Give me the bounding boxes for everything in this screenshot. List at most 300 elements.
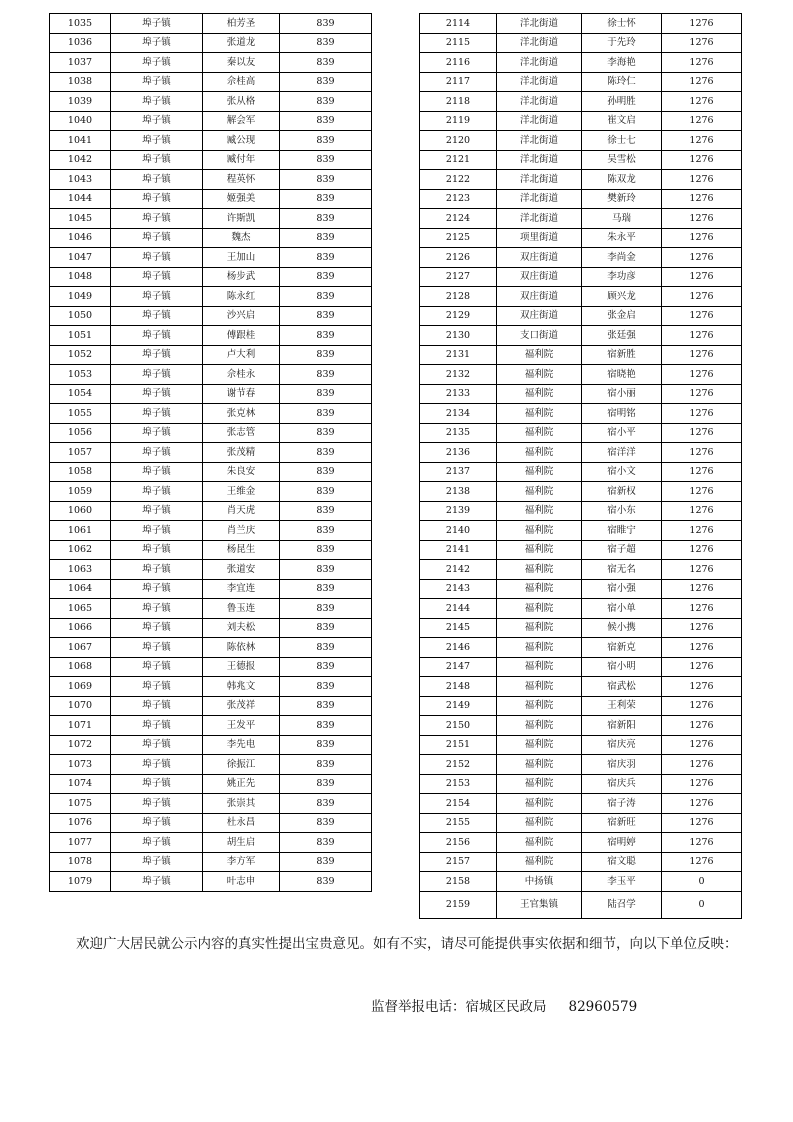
amount-cell: 839 [280, 111, 372, 131]
unit-cell: 福利院 [497, 365, 582, 385]
row-number-cell: 1044 [50, 189, 111, 209]
unit-cell: 福利院 [497, 852, 582, 872]
row-number-cell: 2121 [420, 150, 497, 170]
row-number-cell: 2129 [420, 306, 497, 326]
unit-cell: 洋北街道 [497, 92, 582, 112]
unit-cell: 洋北街道 [497, 209, 582, 229]
name-cell: 肖天虎 [203, 501, 280, 521]
name-cell: 宿新阳 [582, 716, 662, 736]
unit-cell: 福利院 [497, 521, 582, 541]
name-cell: 宿小丽 [582, 384, 662, 404]
unit-cell: 福利院 [497, 716, 582, 736]
name-cell: 张茂祥 [203, 696, 280, 716]
name-cell: 徐士七 [582, 131, 662, 151]
table-row [50, 72, 372, 92]
amount-cell: 1276 [662, 33, 742, 53]
table-row [50, 462, 372, 482]
hotline-label: 监督举报电话：宿城区民政局 [371, 999, 547, 1015]
unit-cell: 埠子镇 [111, 521, 203, 541]
unit-cell: 福利院 [497, 618, 582, 638]
unit-cell: 支口街道 [497, 326, 582, 346]
name-cell: 陈双龙 [582, 170, 662, 190]
unit-cell: 福利院 [497, 735, 582, 755]
name-cell: 宿新胜 [582, 345, 662, 365]
amount-cell: 839 [280, 872, 372, 892]
row-number-cell: 2124 [420, 209, 497, 229]
unit-cell: 福利院 [497, 833, 582, 853]
row-number-cell: 2131 [420, 345, 497, 365]
unit-cell: 福利院 [497, 560, 582, 580]
row-number-cell: 1048 [50, 267, 111, 287]
amount-cell: 1276 [662, 131, 742, 151]
amount-cell: 1276 [662, 579, 742, 599]
row-number-cell: 2141 [420, 540, 497, 560]
row-number-cell: 2153 [420, 774, 497, 794]
name-cell: 马瑞 [582, 209, 662, 229]
amount-cell: 839 [280, 774, 372, 794]
row-number-cell: 1046 [50, 228, 111, 248]
table-row [420, 813, 742, 833]
amount-cell: 839 [280, 462, 372, 482]
amount-cell: 839 [280, 482, 372, 502]
amount-cell: 839 [280, 423, 372, 443]
unit-cell: 福利院 [497, 423, 582, 443]
table-row [50, 189, 372, 209]
name-cell: 徐振江 [203, 755, 280, 775]
row-number-cell: 1049 [50, 287, 111, 307]
amount-cell: 1276 [662, 638, 742, 658]
name-cell: 王维金 [203, 482, 280, 502]
name-cell: 宿明婷 [582, 833, 662, 853]
name-cell: 宿明铭 [582, 404, 662, 424]
row-number-cell: 2132 [420, 365, 497, 385]
table-row [420, 560, 742, 580]
left-roster-body [50, 14, 372, 892]
row-number-cell: 2135 [420, 423, 497, 443]
unit-cell: 福利院 [497, 482, 582, 502]
row-number-cell: 1074 [50, 774, 111, 794]
unit-cell: 埠子镇 [111, 306, 203, 326]
unit-cell: 埠子镇 [111, 365, 203, 385]
table-row [420, 618, 742, 638]
amount-cell: 839 [280, 33, 372, 53]
table-row [50, 267, 372, 287]
name-cell: 臧付年 [203, 150, 280, 170]
table-row [420, 131, 742, 151]
table-row [50, 287, 372, 307]
unit-cell: 双庄街道 [497, 306, 582, 326]
table-row [50, 677, 372, 697]
name-cell: 张廷强 [582, 326, 662, 346]
row-number-cell: 2159 [420, 891, 497, 918]
amount-cell: 1276 [662, 696, 742, 716]
amount-cell: 1276 [662, 852, 742, 872]
amount-cell: 839 [280, 267, 372, 287]
unit-cell: 洋北街道 [497, 33, 582, 53]
amount-cell: 839 [280, 306, 372, 326]
name-cell: 杨昆生 [203, 540, 280, 560]
name-cell: 宿小强 [582, 579, 662, 599]
table-row [50, 345, 372, 365]
amount-cell: 839 [280, 579, 372, 599]
unit-cell: 埠子镇 [111, 228, 203, 248]
table-row [50, 501, 372, 521]
supervision-hotline [371, 995, 637, 1015]
unit-cell: 埠子镇 [111, 92, 203, 112]
unit-cell: 埠子镇 [111, 774, 203, 794]
name-cell: 陈依林 [203, 638, 280, 658]
row-number-cell: 1070 [50, 696, 111, 716]
name-cell: 叶志申 [203, 872, 280, 892]
table-row [420, 228, 742, 248]
name-cell: 孙明胜 [582, 92, 662, 112]
amount-cell: 839 [280, 540, 372, 560]
table-row [50, 696, 372, 716]
left-roster-table [49, 13, 372, 892]
right-roster-table [419, 13, 742, 919]
name-cell: 刘夫松 [203, 618, 280, 638]
row-number-cell: 2140 [420, 521, 497, 541]
name-cell: 沙兴启 [203, 306, 280, 326]
table-row [420, 267, 742, 287]
unit-cell: 埠子镇 [111, 696, 203, 716]
name-cell: 张茂精 [203, 443, 280, 463]
name-cell: 张金启 [582, 306, 662, 326]
amount-cell: 839 [280, 248, 372, 268]
name-cell: 姚正先 [203, 774, 280, 794]
amount-cell: 1276 [662, 599, 742, 619]
table-row [50, 833, 372, 853]
amount-cell: 1276 [662, 794, 742, 814]
row-number-cell: 1056 [50, 423, 111, 443]
row-number-cell: 2127 [420, 267, 497, 287]
table-row [420, 92, 742, 112]
name-cell: 王利荣 [582, 696, 662, 716]
amount-cell: 1276 [662, 287, 742, 307]
unit-cell: 洋北街道 [497, 53, 582, 73]
name-cell: 朱永平 [582, 228, 662, 248]
table-row [420, 833, 742, 853]
unit-cell: 福利院 [497, 404, 582, 424]
table-row [50, 365, 372, 385]
row-number-cell: 2117 [420, 72, 497, 92]
name-cell: 宿新权 [582, 482, 662, 502]
name-cell: 陈永红 [203, 287, 280, 307]
table-row [420, 423, 742, 443]
row-number-cell: 2133 [420, 384, 497, 404]
table-row [50, 872, 372, 892]
table-row [420, 345, 742, 365]
unit-cell: 福利院 [497, 696, 582, 716]
table-row [50, 131, 372, 151]
table-row [420, 716, 742, 736]
amount-cell: 839 [280, 404, 372, 424]
name-cell: 许斯凯 [203, 209, 280, 229]
name-cell: 宿睢宁 [582, 521, 662, 541]
table-row [420, 677, 742, 697]
name-cell: 杜永昌 [203, 813, 280, 833]
row-number-cell: 2122 [420, 170, 497, 190]
row-number-cell: 2148 [420, 677, 497, 697]
unit-cell: 福利院 [497, 384, 582, 404]
table-row [420, 287, 742, 307]
amount-cell: 1276 [662, 14, 742, 34]
table-row [50, 657, 372, 677]
unit-cell: 埠子镇 [111, 794, 203, 814]
table-row [50, 794, 372, 814]
unit-cell: 福利院 [497, 345, 582, 365]
unit-cell: 埠子镇 [111, 404, 203, 424]
name-cell: 谢节春 [203, 384, 280, 404]
amount-cell: 1276 [662, 209, 742, 229]
amount-cell: 839 [280, 521, 372, 541]
unit-cell: 埠子镇 [111, 53, 203, 73]
name-cell: 王加山 [203, 248, 280, 268]
unit-cell: 埠子镇 [111, 872, 203, 892]
table-row [420, 540, 742, 560]
row-number-cell: 1061 [50, 521, 111, 541]
amount-cell: 839 [280, 735, 372, 755]
amount-cell: 839 [280, 150, 372, 170]
name-cell: 韩兆文 [203, 677, 280, 697]
name-cell: 柏芳圣 [203, 14, 280, 34]
name-cell: 李功彦 [582, 267, 662, 287]
table-row [420, 248, 742, 268]
unit-cell: 福利院 [497, 579, 582, 599]
row-number-cell: 2120 [420, 131, 497, 151]
row-number-cell: 1039 [50, 92, 111, 112]
row-number-cell: 2151 [420, 735, 497, 755]
amount-cell: 839 [280, 813, 372, 833]
unit-cell: 埠子镇 [111, 443, 203, 463]
table-row [420, 462, 742, 482]
amount-cell: 839 [280, 53, 372, 73]
row-number-cell: 1072 [50, 735, 111, 755]
name-cell: 张从格 [203, 92, 280, 112]
amount-cell: 1276 [662, 92, 742, 112]
unit-cell: 埠子镇 [111, 462, 203, 482]
unit-cell: 埠子镇 [111, 501, 203, 521]
name-cell: 宿新克 [582, 638, 662, 658]
row-number-cell: 2134 [420, 404, 497, 424]
unit-cell: 埠子镇 [111, 560, 203, 580]
unit-cell: 洋北街道 [497, 131, 582, 151]
row-number-cell: 2139 [420, 501, 497, 521]
unit-cell: 埠子镇 [111, 677, 203, 697]
unit-cell: 福利院 [497, 657, 582, 677]
row-number-cell: 2152 [420, 755, 497, 775]
table-row [50, 599, 372, 619]
row-number-cell: 2119 [420, 111, 497, 131]
unit-cell: 埠子镇 [111, 540, 203, 560]
table-row [420, 53, 742, 73]
name-cell: 杨步武 [203, 267, 280, 287]
unit-cell: 福利院 [497, 599, 582, 619]
table-row [420, 111, 742, 131]
amount-cell: 839 [280, 131, 372, 151]
name-cell: 宿子超 [582, 540, 662, 560]
row-number-cell: 2126 [420, 248, 497, 268]
name-cell: 宿小明 [582, 657, 662, 677]
unit-cell: 埠子镇 [111, 209, 203, 229]
unit-cell: 埠子镇 [111, 170, 203, 190]
name-cell: 崔文启 [582, 111, 662, 131]
unit-cell: 埠子镇 [111, 735, 203, 755]
table-row [420, 170, 742, 190]
name-cell: 宿小东 [582, 501, 662, 521]
unit-cell: 埠子镇 [111, 150, 203, 170]
amount-cell: 839 [280, 696, 372, 716]
table-row [420, 306, 742, 326]
name-cell: 顾兴龙 [582, 287, 662, 307]
table-row [420, 521, 742, 541]
unit-cell: 埠子镇 [111, 384, 203, 404]
table-row [50, 813, 372, 833]
name-cell: 朱良安 [203, 462, 280, 482]
unit-cell: 福利院 [497, 813, 582, 833]
row-number-cell: 1052 [50, 345, 111, 365]
row-number-cell: 1045 [50, 209, 111, 229]
row-number-cell: 1064 [50, 579, 111, 599]
unit-cell: 项里街道 [497, 228, 582, 248]
public-notice-text: 欢迎广大居民就公示内容的真实性提出宝贵意见。如有不实，请尽可能提供事实依据和细节，向以下单位反映： [76, 936, 738, 952]
table-row [50, 443, 372, 463]
row-number-cell: 1077 [50, 833, 111, 853]
amount-cell: 839 [280, 170, 372, 190]
row-number-cell: 1055 [50, 404, 111, 424]
table-row [50, 33, 372, 53]
table-row [420, 794, 742, 814]
amount-cell: 1276 [662, 189, 742, 209]
amount-cell: 839 [280, 384, 372, 404]
table-row [420, 755, 742, 775]
table-row [50, 540, 372, 560]
name-cell: 宿无名 [582, 560, 662, 580]
row-number-cell: 1058 [50, 462, 111, 482]
amount-cell: 839 [280, 794, 372, 814]
table-row [50, 774, 372, 794]
unit-cell: 埠子镇 [111, 579, 203, 599]
row-number-cell: 1078 [50, 852, 111, 872]
name-cell: 李先电 [203, 735, 280, 755]
name-cell: 程英怀 [203, 170, 280, 190]
row-number-cell: 1060 [50, 501, 111, 521]
name-cell: 秦以友 [203, 53, 280, 73]
amount-cell: 839 [280, 72, 372, 92]
row-number-cell: 2114 [420, 14, 497, 34]
row-number-cell: 1057 [50, 443, 111, 463]
amount-cell: 839 [280, 365, 372, 385]
row-number-cell: 1059 [50, 482, 111, 502]
table-row [420, 774, 742, 794]
row-number-cell: 1041 [50, 131, 111, 151]
name-cell: 李方军 [203, 852, 280, 872]
unit-cell: 福利院 [497, 462, 582, 482]
amount-cell: 1276 [662, 423, 742, 443]
amount-cell: 839 [280, 852, 372, 872]
table-row [420, 735, 742, 755]
amount-cell: 839 [280, 345, 372, 365]
name-cell: 陆召学 [582, 891, 662, 918]
row-number-cell: 1053 [50, 365, 111, 385]
name-cell: 宿武松 [582, 677, 662, 697]
unit-cell: 双庄街道 [497, 248, 582, 268]
amount-cell: 839 [280, 443, 372, 463]
unit-cell: 福利院 [497, 540, 582, 560]
unit-cell: 埠子镇 [111, 423, 203, 443]
name-cell: 宿新旺 [582, 813, 662, 833]
table-row [420, 14, 742, 34]
amount-cell: 1276 [662, 170, 742, 190]
table-row [420, 891, 742, 918]
row-number-cell: 1054 [50, 384, 111, 404]
table-row [420, 852, 742, 872]
unit-cell: 埠子镇 [111, 111, 203, 131]
name-cell: 吴雪松 [582, 150, 662, 170]
row-number-cell: 1040 [50, 111, 111, 131]
row-number-cell: 1068 [50, 657, 111, 677]
row-number-cell: 1063 [50, 560, 111, 580]
name-cell: 张道龙 [203, 33, 280, 53]
table-row [50, 306, 372, 326]
row-number-cell: 1067 [50, 638, 111, 658]
row-number-cell: 1038 [50, 72, 111, 92]
amount-cell: 1276 [662, 618, 742, 638]
table-row [50, 248, 372, 268]
unit-cell: 洋北街道 [497, 150, 582, 170]
amount-cell: 1276 [662, 404, 742, 424]
unit-cell: 埠子镇 [111, 852, 203, 872]
amount-cell: 839 [280, 560, 372, 580]
name-cell: 宿庆羽 [582, 755, 662, 775]
amount-cell: 1276 [662, 228, 742, 248]
unit-cell: 埠子镇 [111, 482, 203, 502]
name-cell: 张道安 [203, 560, 280, 580]
table-row [50, 735, 372, 755]
table-row [420, 696, 742, 716]
unit-cell: 埠子镇 [111, 248, 203, 268]
amount-cell: 1276 [662, 111, 742, 131]
table-row [50, 404, 372, 424]
table-row [420, 657, 742, 677]
amount-cell: 0 [662, 872, 742, 892]
row-number-cell: 1047 [50, 248, 111, 268]
name-cell: 宿小文 [582, 462, 662, 482]
name-cell: 肖兰庆 [203, 521, 280, 541]
unit-cell: 福利院 [497, 774, 582, 794]
amount-cell: 1276 [662, 716, 742, 736]
amount-cell: 1276 [662, 345, 742, 365]
table-row [50, 111, 372, 131]
table-row [50, 755, 372, 775]
amount-cell: 1276 [662, 267, 742, 287]
unit-cell: 洋北街道 [497, 189, 582, 209]
row-number-cell: 2143 [420, 579, 497, 599]
table-row [50, 521, 372, 541]
unit-cell: 埠子镇 [111, 833, 203, 853]
row-number-cell: 2115 [420, 33, 497, 53]
name-cell: 臧公现 [203, 131, 280, 151]
name-cell: 宿子涛 [582, 794, 662, 814]
amount-cell: 1276 [662, 833, 742, 853]
row-number-cell: 2123 [420, 189, 497, 209]
table-row [50, 228, 372, 248]
name-cell: 徐士怀 [582, 14, 662, 34]
unit-cell: 埠子镇 [111, 638, 203, 658]
amount-cell: 839 [280, 209, 372, 229]
row-number-cell: 2158 [420, 872, 497, 892]
table-row [50, 209, 372, 229]
